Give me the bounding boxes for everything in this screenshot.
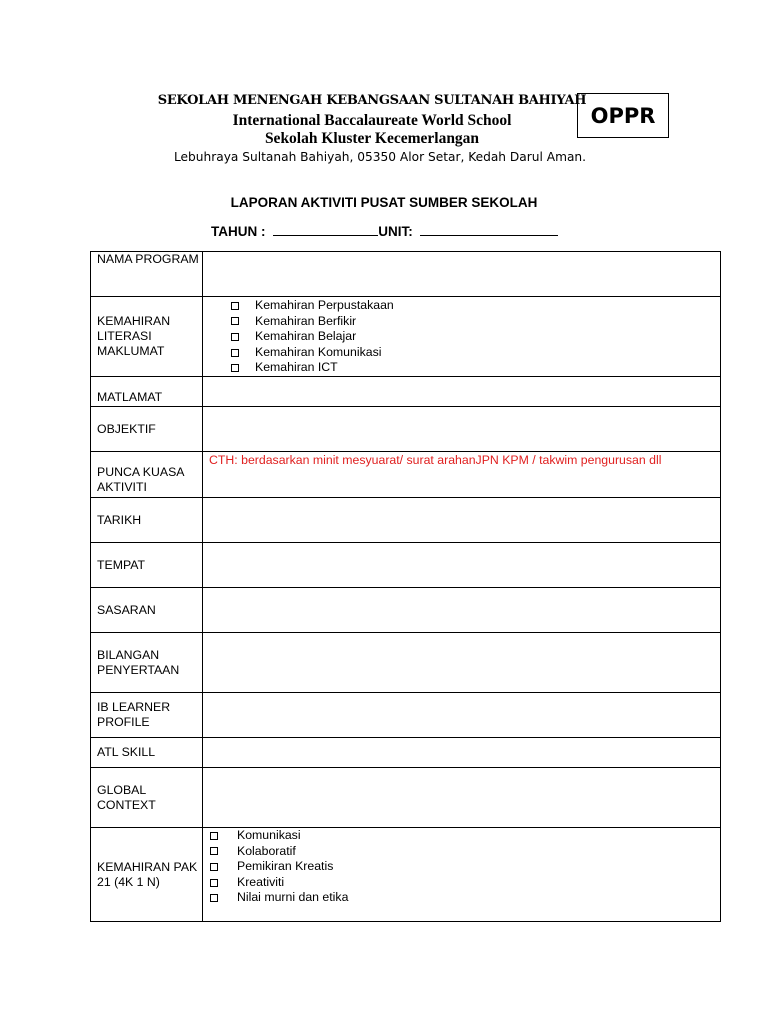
oppr-badge: OPPR: [577, 93, 669, 138]
table-row: [91, 407, 721, 452]
option-label: Kreativiti: [237, 874, 285, 889]
table-row: [91, 633, 721, 693]
option-label: Kemahiran Perpustakaan: [255, 298, 394, 312]
row-label-kemahiran-pak21: KEMAHIRAN PAK 21 (4K 1 N): [91, 828, 203, 922]
table-row: [91, 452, 721, 498]
checkbox-icon[interactable]: [231, 317, 239, 325]
bilangan-penyertaan-field[interactable]: [203, 633, 721, 693]
table-row: [91, 252, 721, 297]
ib-learner-profile-field[interactable]: [203, 693, 721, 738]
checkbox-icon[interactable]: [231, 349, 239, 357]
checkbox-icon[interactable]: [231, 302, 239, 310]
tarikh-field[interactable]: [203, 498, 721, 543]
option-label: Komunikasi: [237, 828, 301, 842]
unit-label: UNIT:: [378, 224, 413, 239]
activity-form-table: [90, 251, 721, 922]
year-label: TAHUN :: [211, 224, 266, 239]
year-unit-line: [211, 223, 558, 239]
table-row: [91, 768, 721, 828]
sasaran-field[interactable]: [203, 588, 721, 633]
school-address: Lebuhraya Sultanah Bahiyah, 05350 Alor Setar, Kedah Darul Aman.: [173, 150, 587, 164]
row-label-global-context: GLOBAL CONTEXT: [91, 768, 203, 828]
tempat-field[interactable]: [203, 543, 721, 588]
checkbox-icon[interactable]: [231, 364, 239, 372]
table-row: [91, 693, 721, 738]
checkbox-icon[interactable]: [210, 847, 218, 855]
kluster-line: Sekolah Kluster Kecemerlangan: [264, 130, 480, 147]
table-row: [91, 498, 721, 543]
list-item[interactable]: [231, 314, 720, 330]
school-name: SEKOLAH MENENGAH KEBANGSAAN SULTANAH BAHIYAH: [157, 93, 587, 108]
option-label: Kemahiran Komunikasi: [255, 344, 382, 359]
checkbox-icon[interactable]: [210, 894, 218, 902]
list-item[interactable]: [209, 890, 720, 906]
table-row: [91, 297, 721, 377]
unit-blank-field[interactable]: [420, 223, 558, 236]
option-label: Nilai murni dan etika: [237, 890, 349, 905]
punca-example-note: CTH: berdasarkan minit mesyuarat/ surat arahanJPN KPM / takwim pengurusan dll: [209, 453, 662, 467]
global-context-field[interactable]: [203, 768, 721, 828]
option-label: Kolaboratif: [237, 843, 296, 858]
report-title: LAPORAN AKTIVITI PUSAT SUMBER SEKOLAH: [230, 195, 538, 210]
table-row: [91, 738, 721, 768]
option-label: Kemahiran Berfikir: [255, 313, 357, 328]
checkbox-icon[interactable]: [210, 832, 218, 840]
list-item[interactable]: [231, 360, 720, 376]
option-label: Kemahiran Belajar: [255, 329, 357, 344]
literasi-options-list: [209, 297, 720, 376]
checkbox-icon[interactable]: [210, 879, 218, 887]
literasi-options-cell: [203, 297, 721, 377]
atl-skill-field[interactable]: [203, 738, 721, 768]
pak-options-cell: [203, 828, 721, 922]
row-label-sasaran: SASARAN: [91, 588, 203, 633]
list-item[interactable]: [231, 345, 720, 361]
table-row: [91, 543, 721, 588]
ib-world-school-line: International Baccalaureate World School: [232, 112, 512, 129]
row-label-atl-skill: ATL SKILL: [91, 738, 203, 768]
row-label-tempat: TEMPAT: [91, 543, 203, 588]
list-item[interactable]: [209, 828, 720, 844]
year-blank-field[interactable]: [273, 223, 378, 236]
list-item[interactable]: [209, 844, 720, 860]
row-label-kemahiran-literasi: KEMAHIRAN LITERASI MAKLUMAT: [91, 297, 203, 377]
row-label-bilangan-penyertaan: BILANGAN PENYERTAAN: [91, 633, 203, 693]
list-item[interactable]: [231, 298, 720, 314]
table-row: [91, 377, 721, 407]
nama-program-field[interactable]: [203, 252, 721, 297]
option-label: Kemahiran ICT: [255, 360, 338, 375]
row-label-nama-program: NAMA PROGRAM: [91, 252, 203, 297]
matlamat-field[interactable]: [203, 377, 721, 407]
checkbox-icon[interactable]: [210, 863, 218, 871]
table-row: [91, 588, 721, 633]
table-row: [91, 828, 721, 922]
punca-kuasa-field[interactable]: [203, 452, 721, 498]
row-label-ib-learner-profile: IB LEARNER PROFILE: [91, 693, 203, 738]
option-label: Pemikiran Kreatis: [237, 859, 334, 874]
row-label-matlamat: MATLAMAT: [91, 377, 203, 407]
row-label-punca-kuasa: PUNCA KUASA AKTIVITI: [91, 452, 203, 498]
checkbox-icon[interactable]: [231, 333, 239, 341]
row-label-objektif: OBJEKTIF: [91, 407, 203, 452]
list-item[interactable]: [209, 875, 720, 891]
pak-options-list: [209, 828, 720, 906]
list-item[interactable]: [231, 329, 720, 345]
row-label-tarikh: TARIKH: [91, 498, 203, 543]
objektif-field[interactable]: [203, 407, 721, 452]
list-item[interactable]: [209, 859, 720, 875]
